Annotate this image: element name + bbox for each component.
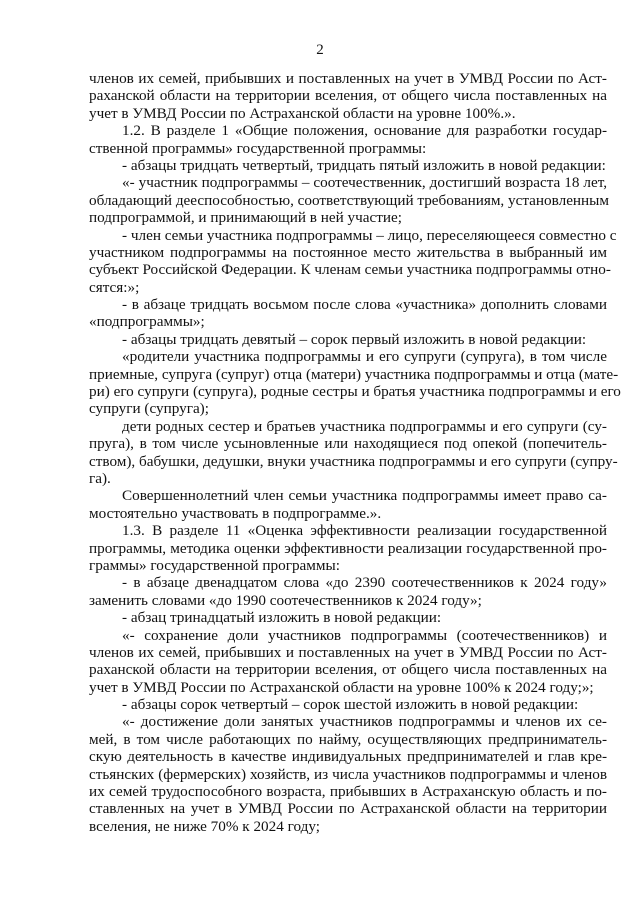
text-line: ри) его супруги (супруга), родные сестры и братья участника подпрограммы и его — [89, 383, 621, 401]
text-line: ственной программы» государственной программы: — [89, 139, 427, 157]
text-line: скую деятельность в качестве индивидуальных предпринимателей и глав кре- — [89, 748, 607, 766]
text-line: - абзацы тридцать девятый – сорок первый изложить в новой редакции: — [122, 330, 587, 348]
text-line: - в абзаце тридцать восьмом после слова «участника» дополнить словами — [122, 296, 607, 314]
text-line: раханской области на территории вселения, от общего числа поставленных на — [89, 661, 607, 679]
text-line: пруга), в том числе усыновленные или находящиеся под опекой (попечитель- — [89, 435, 607, 453]
text-line: Совершеннолетний член семьи участника подпрограммы имеет право са- — [122, 487, 607, 505]
text-line: «подпрограммы»; — [89, 313, 205, 331]
text-line: га). — [89, 469, 111, 487]
text-line: - в абзаце двенадцатом слова «до 2390 соотечественников к 2024 году» — [122, 574, 607, 592]
text-line: обладающий дееспособностью, соответствующий требованиям, установленным — [89, 191, 610, 209]
text-line: членов их семей, прибывших и поставленных на учет в УМВД России по Аст- — [89, 643, 607, 661]
text-line: - член семьи участника подпрограммы – лицо, переселяющееся совместно с — [122, 226, 617, 244]
text-line: «- участник подпрограммы – соотечественник, достигший возраста 18 лет, — [122, 174, 607, 192]
text-line: стьянских (фермерских) хозяйств, из числа участников подпрограммы и членов — [89, 765, 607, 783]
page-number: 2 — [316, 42, 324, 58]
text-line: сятся:»; — [89, 278, 140, 296]
text-line: мей, в том числе работающих по найму, осуществляющих предприниматель- — [89, 730, 607, 748]
text-line: «- сохранение доли участников подпрограммы (соотечественников) и — [122, 626, 607, 644]
text-line: мостоятельно участвовать в подпрограмме.». — [89, 504, 382, 522]
text-line: подпрограммой, и принимающий в ней участие; — [89, 209, 402, 227]
text-line: ставленных на учет в УМВД России по Астраханской области на территории — [89, 800, 607, 818]
text-line: вселения, не ниже 70% к 2024 году; — [89, 817, 320, 835]
text-line: - абзацы тридцать четвертый, тридцать пятый изложить в новой редакции: — [122, 156, 606, 174]
text-line: раханской области на территории вселения, от общего числа поставленных на — [89, 87, 607, 105]
text-line: участником подпрограммы на постоянное место жительства в выбранный им — [89, 243, 607, 261]
text-line: граммы» государственной программы: — [89, 556, 340, 574]
text-line: «- достижение доли занятых участников подпрограммы и членов их се- — [122, 713, 607, 731]
text-line: заменить словами «до 1990 соотечественников к 2024 году»; — [89, 591, 482, 609]
document-body — [89, 70, 621, 835]
text-line: программы, методика оценки эффективности реализации государственной про- — [89, 539, 607, 557]
text-line: супруги (супруга); — [89, 400, 209, 418]
text-line: «родители участника подпрограммы и его супруги (супруга), в том числе — [122, 348, 607, 366]
text-line: - абзацы сорок четвертый – сорок шестой изложить в новой редакции: — [122, 696, 579, 714]
text-line: учет в УМВД России по Астраханской области на уровне 100% к 2024 году;»; — [89, 678, 594, 696]
text-line: дети родных сестер и братьев участника подпрограммы и его супруги (су- — [122, 417, 607, 435]
text-line: членов их семей, прибывших и поставленных на учет в УМВД России по Аст- — [89, 70, 607, 87]
text-line: 1.2. В разделе 1 «Общие положения, основание для разработки государ- — [122, 122, 607, 140]
text-line: приемные, супруга (супруг) отца (матери) участника подпрограммы и отца (мате- — [89, 365, 619, 383]
text-line: - абзац тринадцатый изложить в новой редакции: — [122, 609, 442, 627]
text-line: их семей трудоспособного возраста, прибывших в Астраханскую область и по- — [89, 783, 607, 801]
text-line: ством), бабушки, дедушки, внуки участника подпрограммы и его супруги (супру- — [89, 452, 618, 470]
text-line: учет в УМВД России по Астраханской области на уровне 100%.». — [89, 104, 516, 122]
text-line: субъект Российской Федерации. К членам семьи участника подпрограммы отно- — [89, 261, 611, 279]
text-line: 1.3. В разделе 11 «Оценка эффективности реализации государственной — [122, 522, 607, 540]
